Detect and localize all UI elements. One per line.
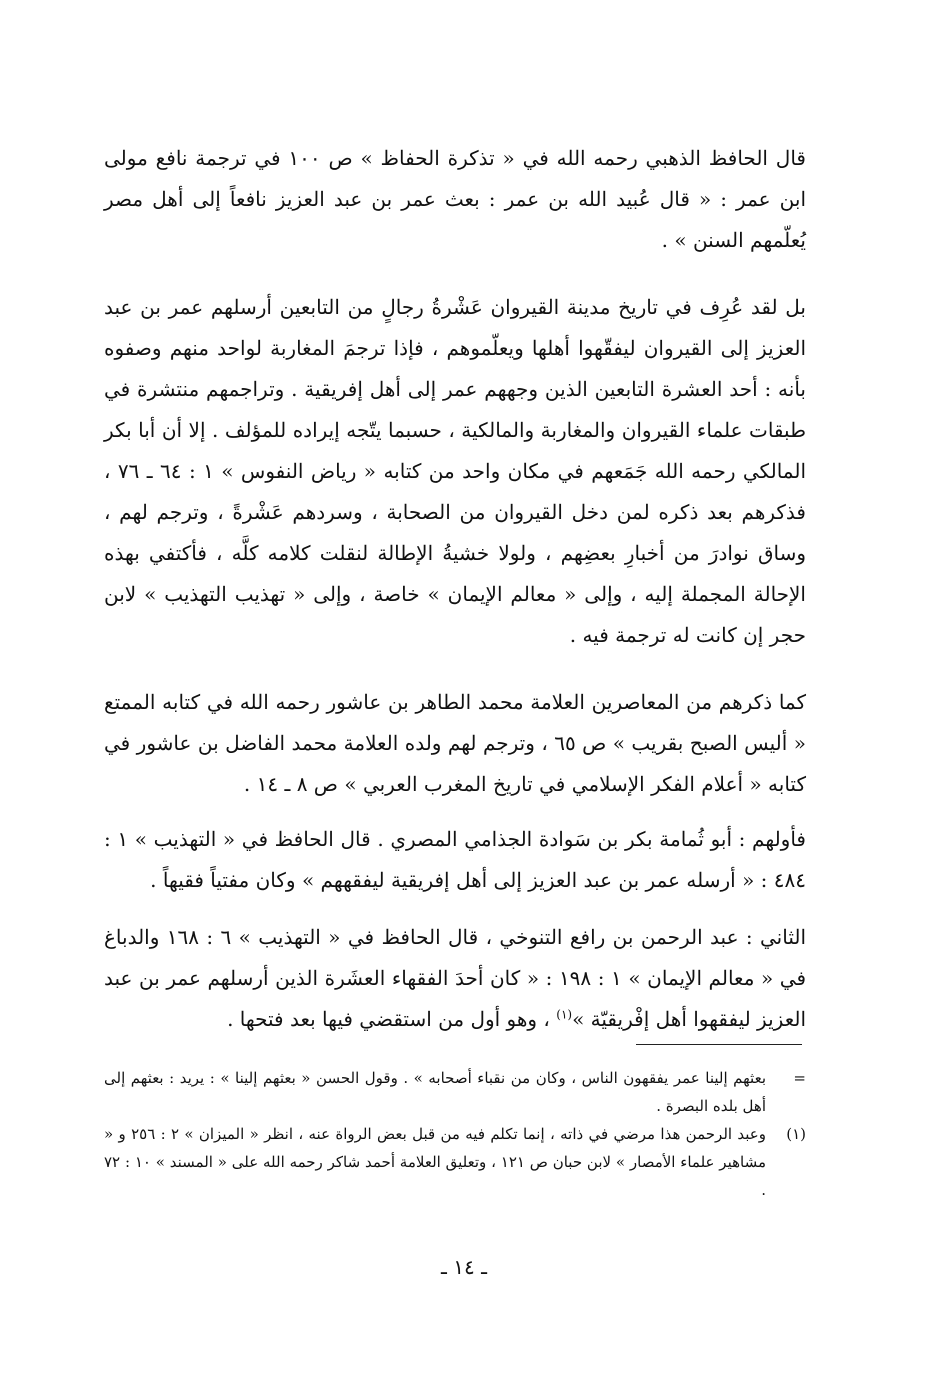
footnote-continued: [104, 1064, 806, 1120]
footnote-1-text: وعبد الرحمن هذا مرضي في ذاته ، إنما تكلم فيه من قبل بعض الرواة عنه ، انظر « الميزان » ٢ : ٢٥٦ و « مشاهير علماء الأمصار » لابن حبان ص ١٢١ ، وتعليق العلامة أحمد شاكر رحمه الله على « المسند » ١٠ : ٧٢ .: [104, 1125, 767, 1199]
paragraph-ten-tabiin: بل لقد عُرِف في تاريخ مدينة القيروان عَشْرةُ رجالٍ من التابعين أرسلهم عمر بن عبد العزيز إلى القيروان ليفقّهوا أهلها ويعلّموهم ، فإذا ترجمَ المغاربة لواحد منهم وصفوه بأنه : أحد العشرة التابعين الذين وجههم عمر إلى أهل إفريقية . وتراجمهم منتشرة في طبقات علماء القيروان والمغاربة والمالكية ، حسبما يتّجه إيراده للمؤلف . إلا أن أبا بكر المالكي رحمه الله جَمَعهم في مكان واحد من كتابه « رياض النفوس » ١ : ٦٤ ـ ٧٦ ، فذكرهم بعد ذكره لمن دخل القيروان من الصحابة ، وسردهم عَشْرةً ، وترجم لهم ، وساق نوادرَ من أخبارِ بعضِهم ، ولولا خشيةُ الإطالة لنقلت كلامه كلَّه ، فأكتفي بهذه الإحالة المجملة إليه ، وإلى « معالم الإيمان » خاصة ، وإلى « تهذيب التهذيب » لابن حجر إن كانت له ترجمة فيه .: [104, 295, 807, 647]
paragraph-first-tabii: فأولهم : أبو ثُمامة بكر بن سَوادة الجذامي المصري . قال الحافظ في « التهذيب » ١ : ٤٨٤ : « أرسله عمر بن عبد العزيز إلى أهل إفريقية ليفقههم » وكان مفتياً فقيهاً .: [104, 827, 806, 892]
main-text: [104, 138, 806, 1040]
footnote-divider: [636, 1044, 802, 1045]
footnote-reference: (١): [556, 1007, 573, 1022]
footnote-1-mark: (١): [786, 1125, 806, 1143]
paragraph-second-tabii: [104, 917, 806, 1040]
page-number: ـ ١٤ ـ: [441, 1255, 487, 1279]
footnote-continuation-mark: =: [793, 1069, 806, 1087]
paragraph-dhahabi-quote: قال الحافظ الذهبي رحمه الله في « تذكرة الحفاظ » ص ١٠٠ في ترجمة نافع مولى ابن عمر : « قال عُبيد الله بن عمر : بعث عمر بن عبد العزيز نافعاً إلى أهل مصر يُعلّمهم السنن » .: [104, 146, 806, 252]
paragraph-second-tabii-text: الثاني : عبد الرحمن بن رافع التنوخي ، قال الحافظ في « التهذيب » ٦ : ١٦٨ والدباغ في « معالم الإيمان » ١ : ١٩٨ : « كان أحدَ الفقهاء العشَرة الذين أرسلهم عمر بن عبد العزيز ليفقهوا أهل إفْريقيّة »: [104, 925, 807, 1031]
paragraph-modern-authors: كما ذكرهم من المعاصرين العلامة محمد الطاهر بن عاشور رحمه الله في كتابه الممتع « أليس الصبح بقريب » ص ٦٥ ، وترجم لهم ولده العلامة محمد الفاضل بن عاشور في كتابه « أعلام الفكر الإسلامي في تاريخ المغرب العربي » ص ٨ ـ ١٤ .: [104, 690, 807, 796]
footnote-continued-text: بعثهم إلينا عمر يفقهون الناس ، وكان من نقباء أصحابه » . وقول الحسن « بعثهم إلينا » : يريد : بعثهم إلى أهل بلده البصرة .: [104, 1069, 766, 1115]
footnote-1: [104, 1120, 806, 1204]
paragraph-second-tabii-tail: ، وهو أول من استقضي فيها بعد فتحها .: [227, 1007, 550, 1031]
footnotes: [104, 1064, 806, 1204]
